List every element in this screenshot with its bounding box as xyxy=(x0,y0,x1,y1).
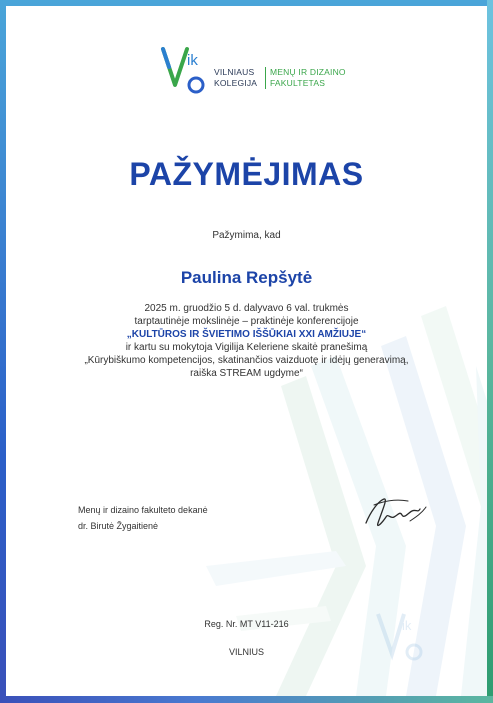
frame-right-edge xyxy=(487,0,493,703)
viko-logo-mark-icon xyxy=(159,41,214,96)
conference-title: „KULTŪROS IR ŠVIETIMO IŠŠŪKIAI XXI AMŽIUJE“ xyxy=(126,329,367,340)
certificate-subtitle: Pažymima, kad xyxy=(212,230,281,241)
logo-institution-name: VILNIAUS KOLEGIJA xyxy=(214,67,258,88)
certificate-title: PAŽYMĖJIMAS xyxy=(129,156,364,192)
svg-text:ik: ik xyxy=(187,52,198,69)
svg-text:ik: ik xyxy=(402,618,412,633)
body-line: tarptautinėje mokslinėje – praktinėje konferencijoje xyxy=(134,316,359,327)
frame-bottom-edge xyxy=(0,696,493,703)
body-line: 2025 m. gruodžio 5 d. dalyvavo 6 val. trukmės xyxy=(144,303,349,314)
handwritten-signature xyxy=(360,493,430,533)
city-name: VILNIUS xyxy=(228,647,264,657)
logo-faculty-name: MENŲ IR DIZAINO FAKULTETAS xyxy=(270,67,346,88)
registration-number: Reg. Nr. MT V11-216 xyxy=(204,619,289,629)
certificate-body xyxy=(6,302,487,380)
viko-logo xyxy=(159,41,379,96)
logo-separator xyxy=(265,67,266,89)
body-line: raiška STREAM ugdyme“ xyxy=(190,368,303,379)
recipient-name: Paulina Repšytė xyxy=(180,268,313,287)
signatory-name: dr. Birutė Žygaitienė xyxy=(78,521,159,531)
certificate-paper xyxy=(6,6,487,696)
signatory-block xyxy=(78,502,208,534)
body-line: „Kūrybiškumo kompetencijos, skatinančios vaizduotę ir idėjų generavimą, xyxy=(84,355,409,366)
signatory-position: Menų ir dizaino fakulteto dekanė xyxy=(78,505,208,515)
body-line: ir kartu su mokytoja Vigilija Keleriene skaitė pranešimą xyxy=(125,342,368,353)
